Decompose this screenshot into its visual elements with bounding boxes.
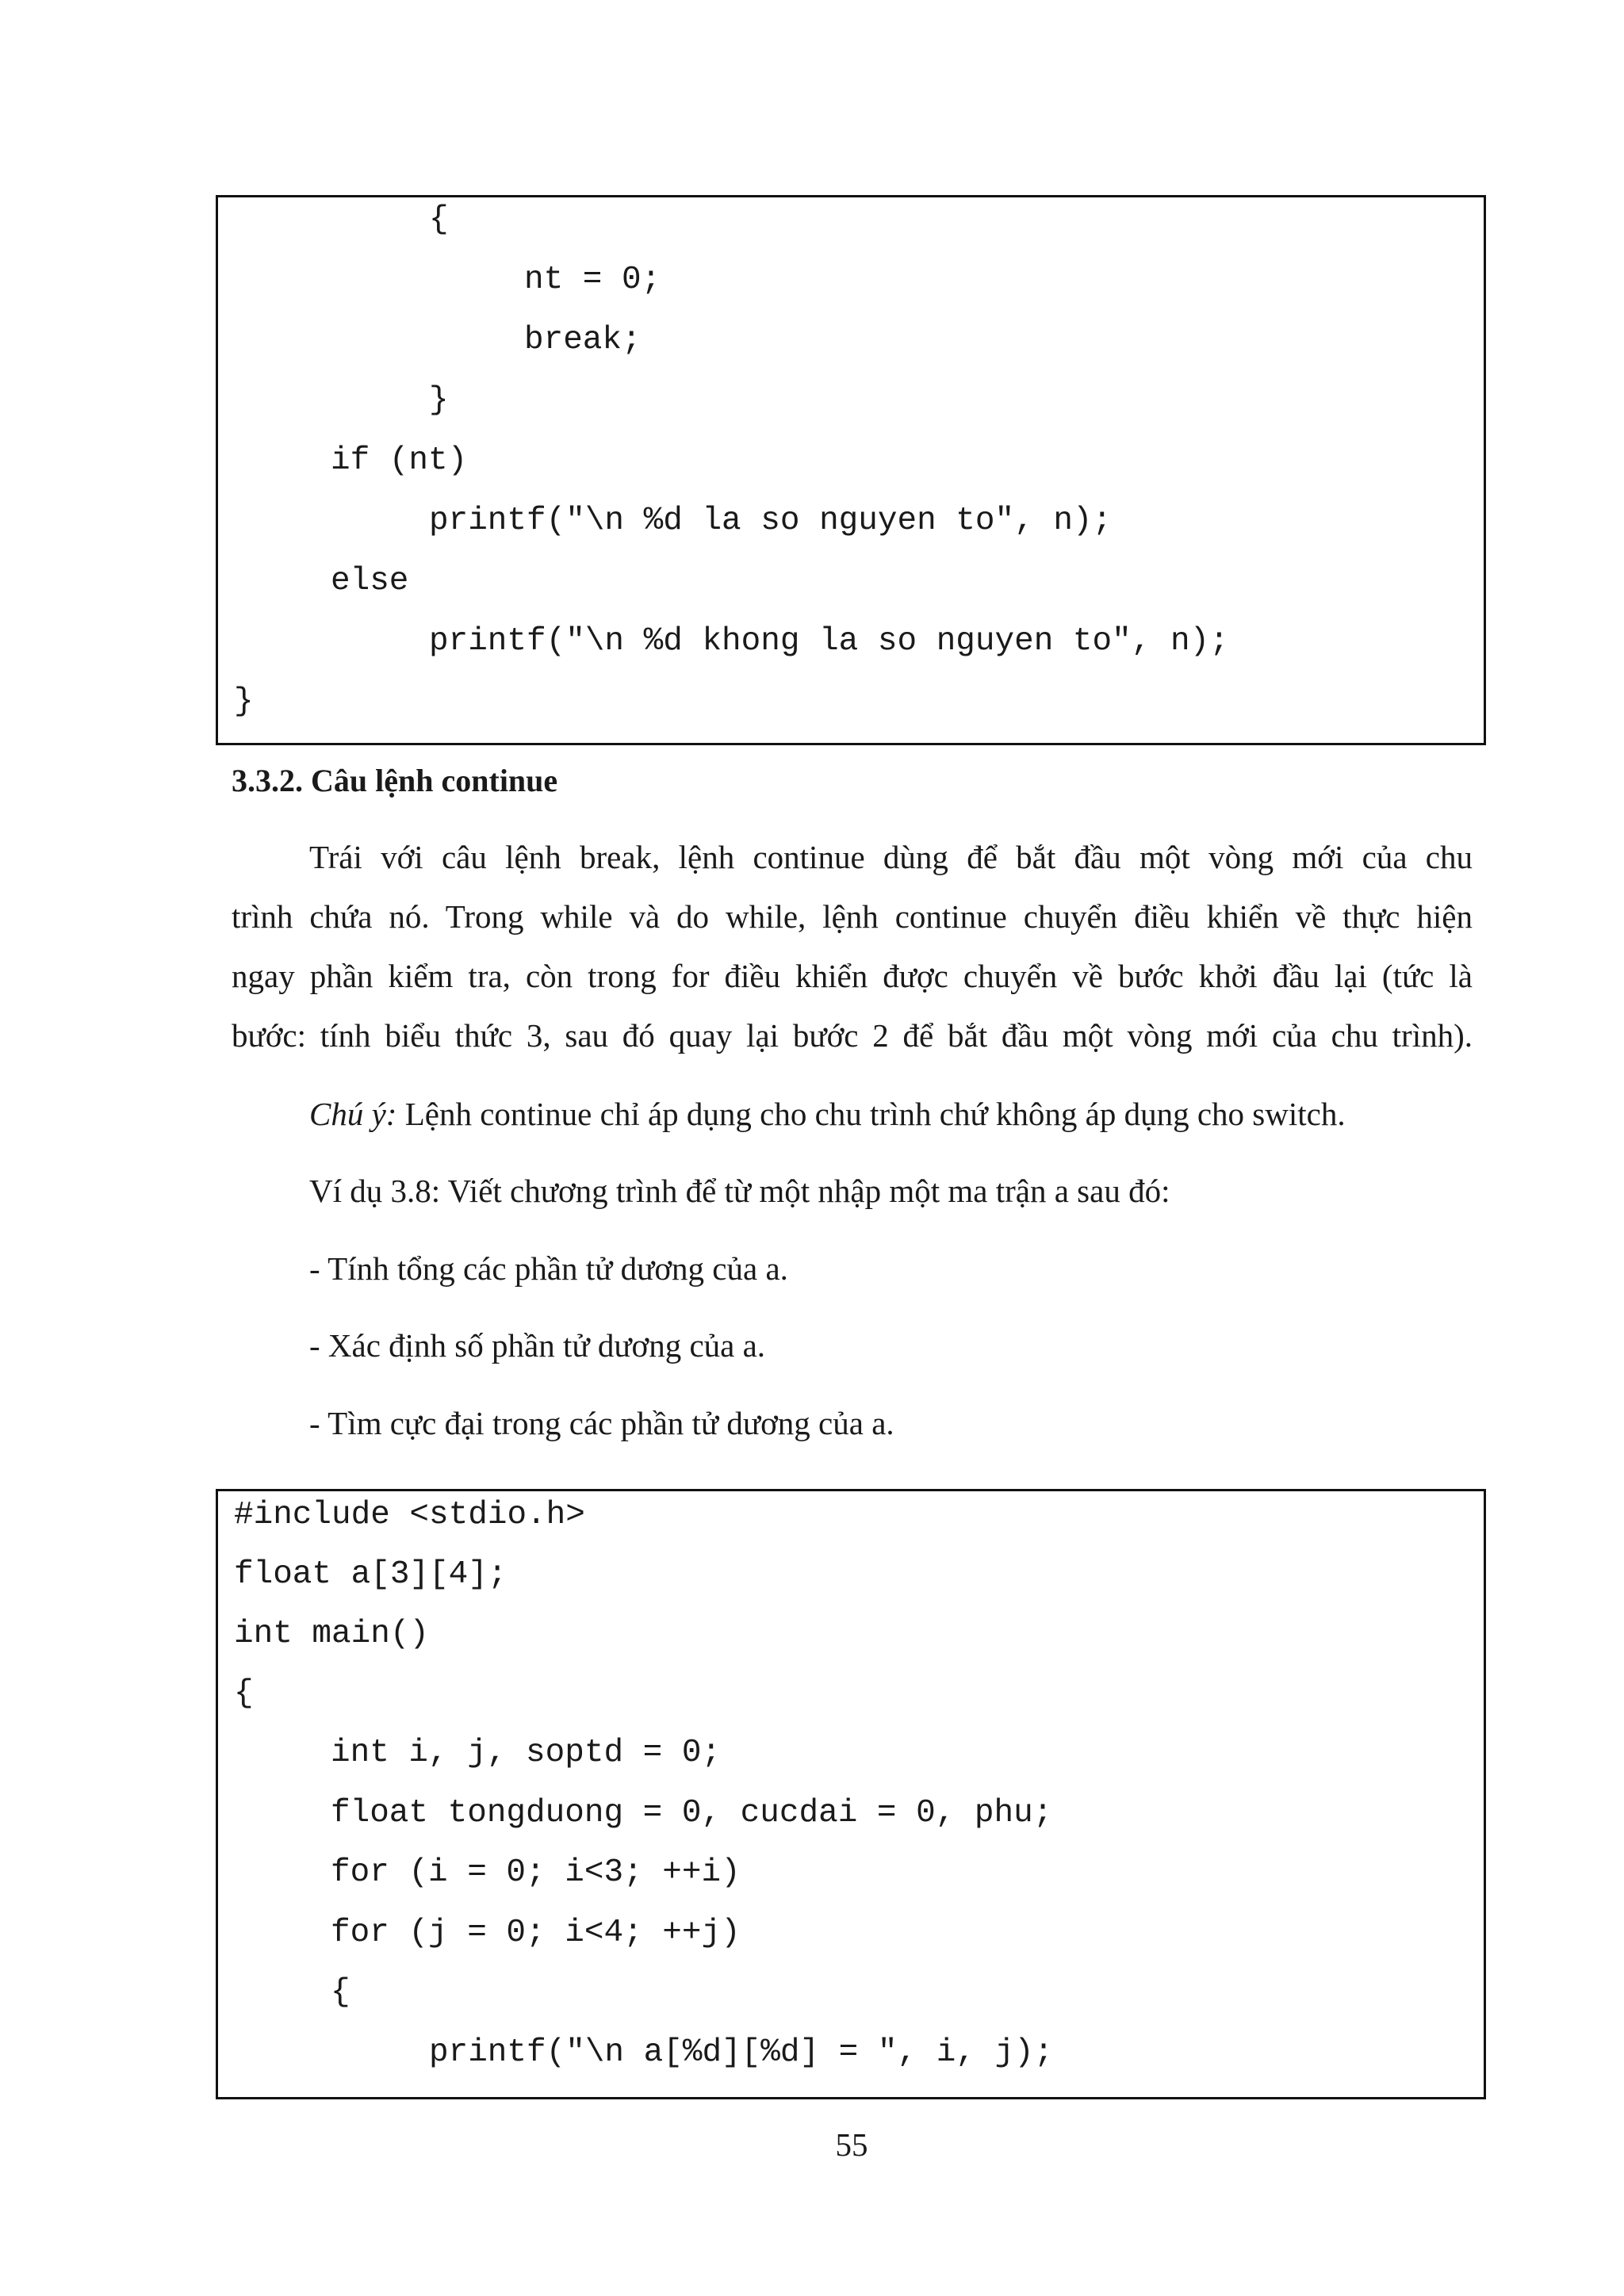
bullet-item: - Tính tổng các phần tử dương của a. [309, 1250, 788, 1287]
code-line: } [429, 382, 449, 419]
paragraph-line: trình chứa nó. Trong while và do while, lệnh continue chuyển điều khiển về thực hiện [232, 898, 1473, 935]
code-line: { [234, 1675, 254, 1712]
code-line: #include <stdio.h> [234, 1497, 585, 1533]
code-line: printf("\n a[%d][%d] = ", i, j); [429, 2034, 1054, 2071]
paragraph-line: bước: tính biểu thức 3, sau đó quay lại bước 2 để bắt đầu một vòng mới của chu trình). [232, 1017, 1473, 1054]
code-line: printf("\n %d khong la so nguyen to", n); [429, 623, 1229, 660]
note-text: Lệnh continue chỉ áp dụng cho chu trình chứ không áp dụng cho switch. [396, 1096, 1346, 1132]
code-line: nt = 0; [524, 262, 661, 298]
code-line: for (i = 0; i<3; ++i) [331, 1854, 741, 1891]
code-line: { [331, 1974, 350, 2011]
example-title: Ví dụ 3.8: Viết chương trình để từ một nhập một ma trận a sau đó: [309, 1173, 1170, 1209]
paragraph-line: Trái với câu lệnh break, lệnh continue dùng để bắt đầu một vòng mới của chu [309, 839, 1473, 875]
bullet-item: - Xác định số phần tử dương của a. [309, 1327, 766, 1364]
code-block-1 [216, 195, 1486, 745]
code-line: int i, j, soptd = 0; [331, 1735, 722, 1771]
code-line: int main() [234, 1616, 430, 1652]
code-line: else [331, 563, 409, 599]
code-line: printf("\n %d la so nguyen to", n); [429, 503, 1113, 539]
note-label: Chú ý: [309, 1096, 397, 1132]
note-line [309, 1094, 1346, 1134]
code-line: for (j = 0; i<4; ++j) [331, 1915, 741, 1951]
section-heading: 3.3.2. Câu lệnh continue [232, 763, 558, 798]
bullet-item: - Tìm cực đại trong các phần tử dương của a. [309, 1405, 894, 1441]
page-number: 55 [835, 2126, 868, 2163]
code-line: } [234, 683, 254, 720]
paragraph-line: ngay phần kiểm tra, còn trong for điều khiển được chuyển về bước khởi đầu lại (tức là [232, 958, 1473, 994]
code-block-2 [216, 1489, 1486, 2099]
code-line: if (nt) [331, 442, 468, 479]
code-line: { [429, 201, 449, 238]
code-line: float tongduong = 0, cucdai = 0, phu; [331, 1795, 1053, 1831]
code-line: break; [524, 322, 642, 358]
code-line: float a[3][4]; [234, 1556, 508, 1593]
